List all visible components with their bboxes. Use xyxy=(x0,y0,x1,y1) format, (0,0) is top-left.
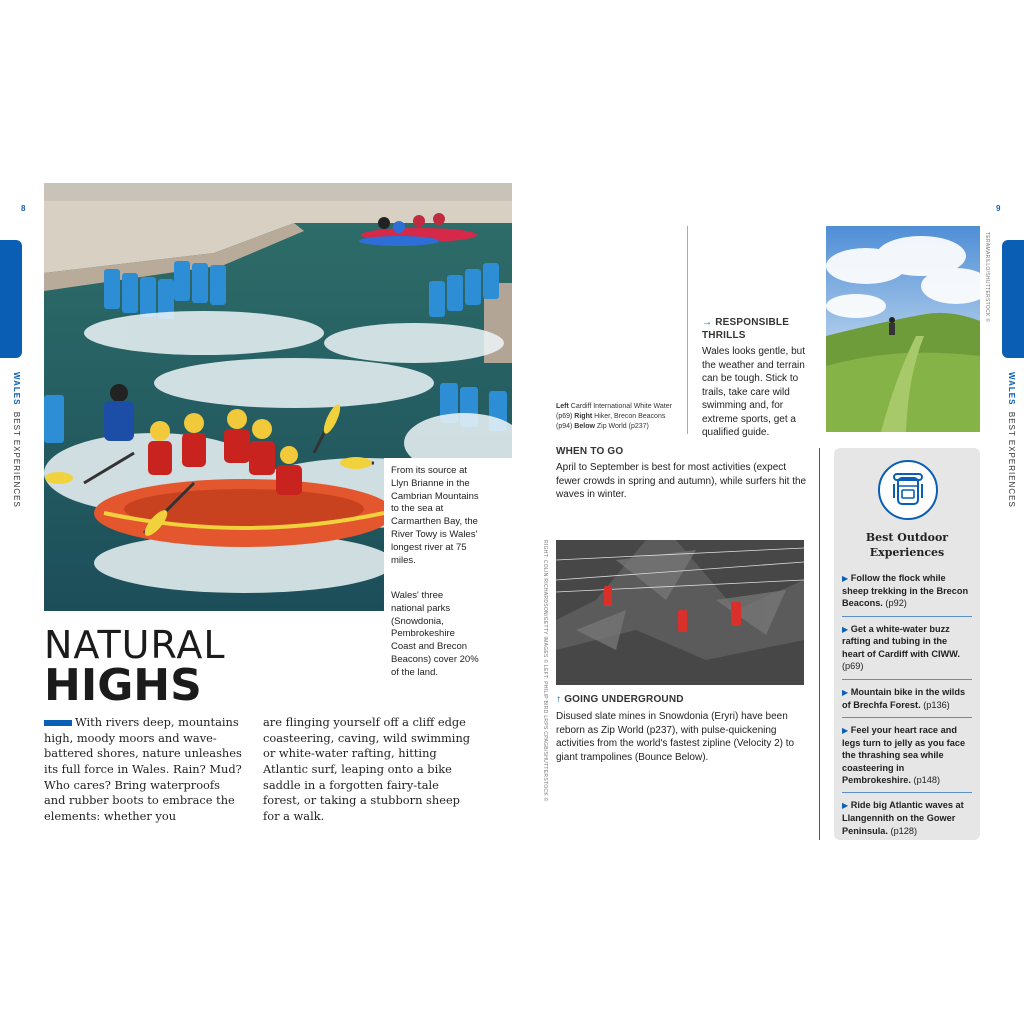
title-natural: NATURAL xyxy=(44,623,226,667)
caption-below-label: Below xyxy=(574,422,595,430)
intro-column-1 xyxy=(44,715,244,824)
hiker-illustration xyxy=(826,226,980,432)
side-tab-right[interactable] xyxy=(1002,240,1024,358)
running-head-section: BEST EXPERIENCES xyxy=(12,411,21,508)
page-number-right: 9 xyxy=(996,204,1001,213)
panel-title-line2: Experiences xyxy=(869,546,945,560)
caption-left-label: Left xyxy=(556,403,569,410)
tip-ref: (p92) xyxy=(885,598,907,609)
caption-right-label: Right xyxy=(574,412,593,420)
tip-ref: (p148) xyxy=(913,774,941,785)
panel-title-line1: Best Outdoor xyxy=(865,531,949,544)
running-head-section-right: BEST EXPERIENCES xyxy=(1007,411,1016,508)
when-to-go-text: April to September is best for most activities (expect fewer crowds in spring and autumn), while surfers hit the waves in winter. xyxy=(556,462,807,500)
going-underground-heading xyxy=(556,694,684,705)
tip-ref: (p69) xyxy=(842,661,864,672)
tip-text: Feel your heart race and legs turn to jelly as you face the thrashing sea while coasteering in Pembrokeshire. xyxy=(842,724,966,785)
arrow-up-icon: ↑ xyxy=(556,694,562,705)
when-to-go-heading: WHEN TO GO xyxy=(556,446,624,457)
column-divider xyxy=(687,226,688,434)
credit-zip: RIGHT: COLIN RICHARDSON/GETTY IMAGES © LEFT: PHILIP BIRD LRPS CPAGB/SHUTTERSTOCK © xyxy=(542,540,548,802)
going-underground-text: Disused slate mines in Snowdonia (Eryri) have been reborn as Zip World (p237), with pulse-quickening activities from the world's fastest zipline (Velocity 2) to giant trampolines (Bounce Below). xyxy=(556,711,795,763)
responsible-heading-2: THRILLS xyxy=(702,330,746,341)
backpack-icon xyxy=(878,460,938,520)
running-head-left xyxy=(12,372,21,508)
panel-divider xyxy=(819,448,820,840)
tip-item: ▶ Feel your heart race and legs turn to jelly as you face the thrashing sea while coasteering in Pembrokeshire. (p148) xyxy=(842,718,972,793)
caption-river-towy: From its source at Llyn Brianne in the Cambrian Mountains to the sea at Carmarthen Bay, the River Towy is Wales' longest river at 75 miles. xyxy=(391,465,479,566)
tip-text: Follow the flock while sheep trekking in the Brecon Beacons. xyxy=(842,573,969,609)
tip-item: ▶ Ride big Atlantic waves at Llangennith on the Gower Peninsula. (p128) xyxy=(842,800,964,836)
going-underground-title: GOING UNDERGROUND xyxy=(564,694,684,705)
responsible-text: Wales looks gentle, but the weather and terrain can be tough. Stick to trails, take care wild swimming and, for extreme sports, get a qualified guide. xyxy=(702,346,806,438)
running-head-region: WALES xyxy=(12,372,21,406)
panel-title xyxy=(834,530,980,561)
running-head-right xyxy=(1007,372,1016,508)
tip-text: Get a white-water buzz rafting and tubing in the heart of Cardiff with CIWW. xyxy=(842,623,960,659)
tip-item: ▶ Get a white-water buzz rafting and tubing in the heart of Cardiff with CIWW. (p69) xyxy=(842,617,972,680)
photo-captions xyxy=(556,402,676,431)
running-head-region-right: WALES xyxy=(1007,372,1016,406)
best-outdoor-panel xyxy=(834,448,980,840)
tips-list xyxy=(842,566,972,843)
hiker-photo xyxy=(826,226,980,432)
title-highs: HIGHS xyxy=(44,660,202,711)
backpack-svg xyxy=(880,462,936,518)
tip-ref: (p136) xyxy=(923,699,950,710)
intro-column-2: are flinging yourself off a cliff edge coasteering, caving, wild swimming or white-water rafting, hitting Atlantic surf, leaping onto a bike saddle in a forgotten fairy-tale forest, or taking a stubborn sheep for a walk. xyxy=(263,715,471,823)
side-tab-left[interactable] xyxy=(0,240,22,358)
caption-left-text: Cardiff International White Water (p69) xyxy=(556,403,672,420)
arrow-right-icon: → xyxy=(702,317,713,328)
responsible-heading xyxy=(702,316,789,342)
zipwire-photo xyxy=(556,540,804,685)
tip-item: ▶ Follow the flock while sheep trekking in the Brecon Beacons. (p92) xyxy=(842,566,972,617)
tip-item: ▶ Mountain bike in the wilds of Brechfa Forest. (p136) xyxy=(842,680,972,718)
intro-text-1: With rivers deep, mountains high, moody moors and wave-battered shores, nature unleashes its full force in Wales. Rain? Mud? Who cares? Bring waterproofs and rubber boots to embrace the elements: whether you xyxy=(44,715,242,823)
caption-national-parks: Wales' three national parks (Snowdonia, Pembrokeshire Coast and Brecon Beacons) cover 20% of the land. xyxy=(391,590,479,678)
zipwire-illustration xyxy=(556,540,804,685)
page-number-left: 8 xyxy=(21,204,26,213)
tip-text: Mountain bike in the wilds of Brechfa Forest. xyxy=(842,686,966,710)
accent-bar xyxy=(44,720,72,726)
caption-below-text: Zip World (p237) xyxy=(596,422,649,430)
caption-right-text: Hiker, Brecon Beacons (p94) xyxy=(556,412,666,430)
responsible-heading-1: RESPONSIBLE xyxy=(715,317,790,328)
credit-hiker: TERAMARILLO/SHUTTERSTOCK © xyxy=(984,232,990,323)
tip-ref: (p128) xyxy=(890,825,918,836)
tip-text: Ride big Atlantic waves at Llangennith on the Gower Peninsula. xyxy=(842,800,964,836)
